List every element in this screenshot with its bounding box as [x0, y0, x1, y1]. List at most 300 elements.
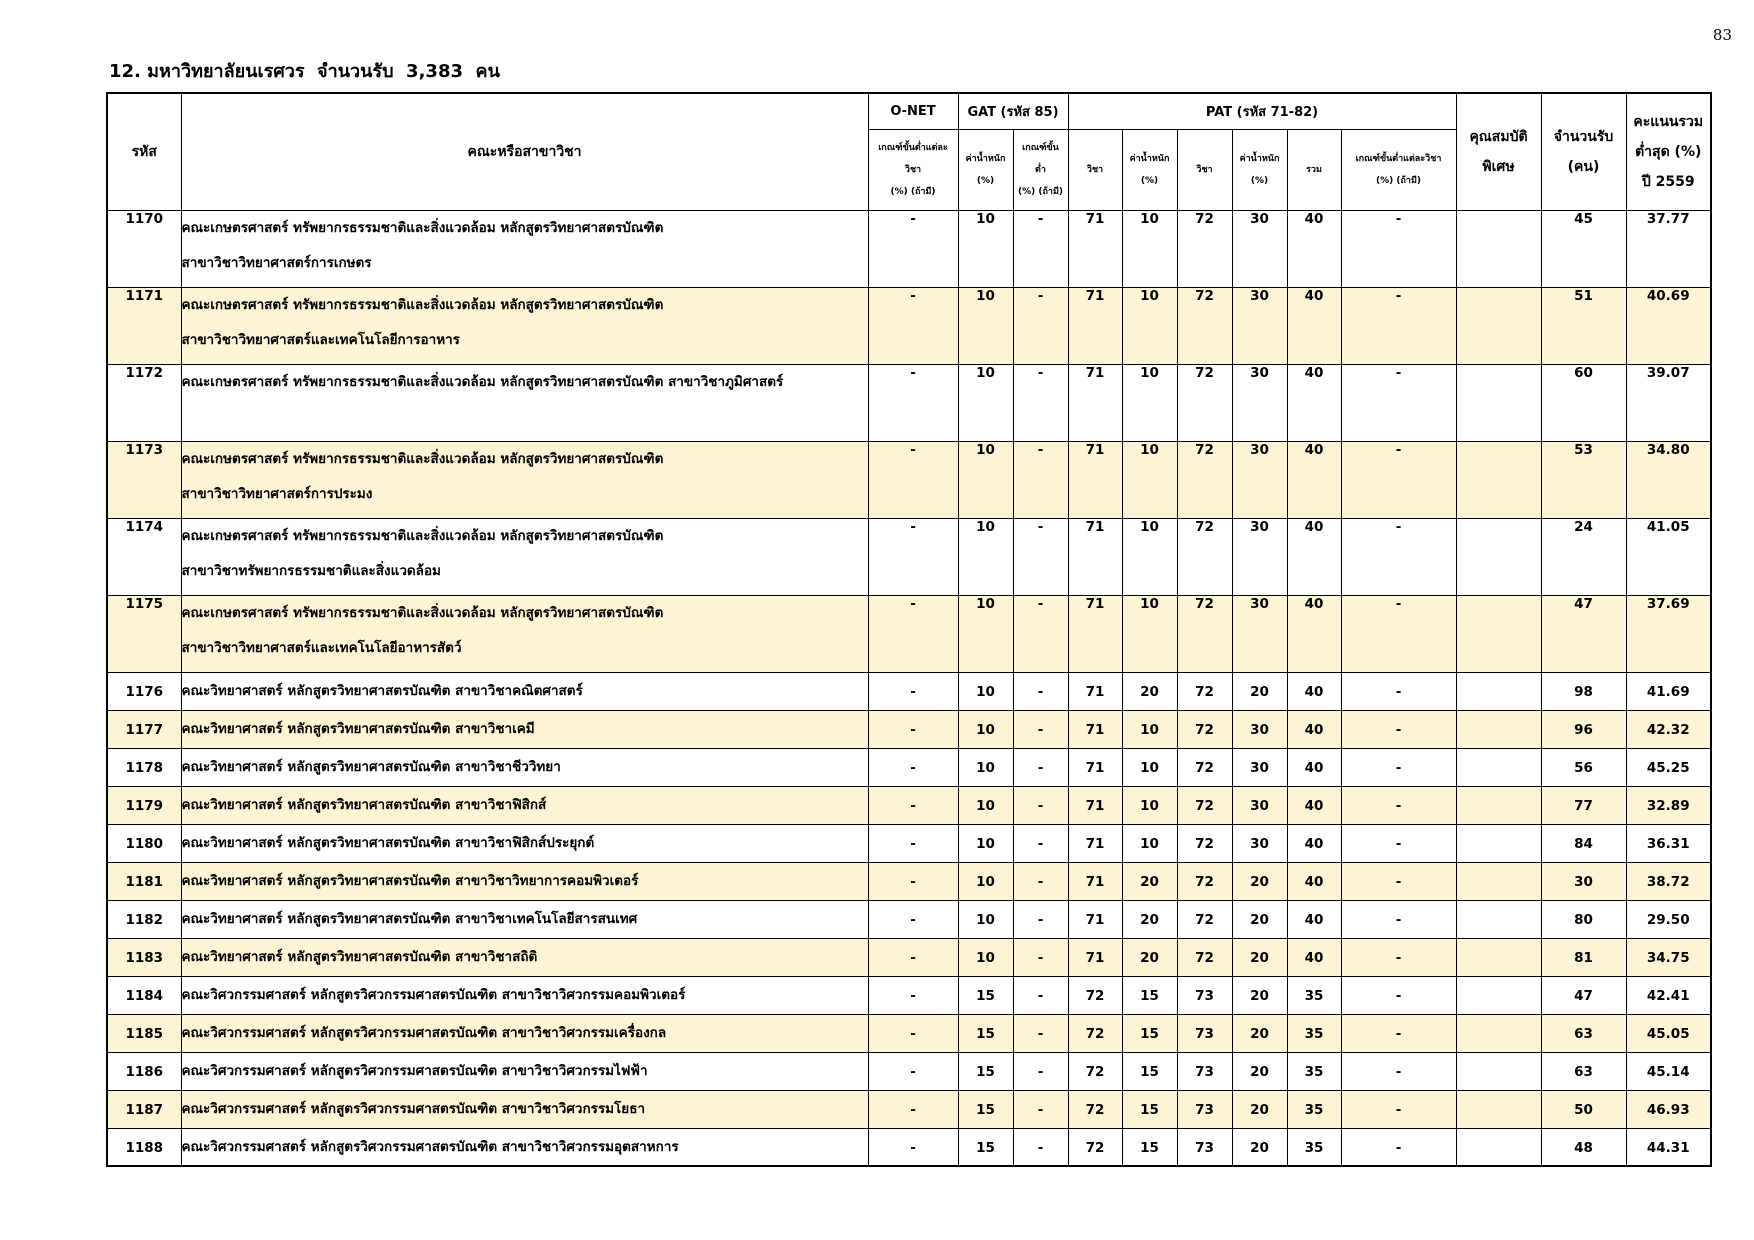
row-gat-min: - — [1013, 441, 1068, 518]
row-pat-weight-2: 20 — [1232, 900, 1287, 938]
row-pat-weight-1: 20 — [1122, 938, 1177, 976]
row-quota: 48 — [1541, 1128, 1626, 1166]
table-row — [107, 900, 1711, 938]
row-program: คณะวิทยาศาสตร์ หลักสูตรวิทยาศาสตรบัณฑิต สาขาวิชาฟิสิกส์ประยุกต์ — [181, 824, 868, 862]
row-special — [1456, 786, 1541, 824]
row-program: คณะวิทยาศาสตร์ หลักสูตรวิทยาศาสตรบัณฑิต สาขาวิชาวิทยาการคอมพิวเตอร์ — [181, 862, 868, 900]
row-pat-min: - — [1341, 938, 1456, 976]
row-pat-subject-2: 73 — [1177, 1090, 1232, 1128]
row-pat-total: 35 — [1287, 976, 1341, 1014]
row-pat-weight-2: 30 — [1232, 518, 1287, 595]
row-pat-min: - — [1341, 287, 1456, 364]
row-program-line1: คณะเกษตรศาสตร์ ทรัพยากรธรรมชาติและสิ่งแวดล้อม หลักสูตรวิทยาศาสตรบัณฑิต — [181, 296, 664, 313]
table-row — [107, 748, 1711, 786]
row-pat-total: 40 — [1287, 824, 1341, 862]
row-gat-weight: 10 — [958, 900, 1013, 938]
row-pat-subject-2: 72 — [1177, 862, 1232, 900]
row-gat-weight: 10 — [958, 748, 1013, 786]
row-gat-weight: 15 — [958, 1052, 1013, 1090]
row-program: คณะวิทยาศาสตร์ หลักสูตรวิทยาศาสตรบัณฑิต สาขาวิชาฟิสิกส์ — [181, 786, 868, 824]
row-quota: 63 — [1541, 1014, 1626, 1052]
row-pat-min: - — [1341, 748, 1456, 786]
row-pat-weight-2: 20 — [1232, 1090, 1287, 1128]
row-quota: 60 — [1541, 364, 1626, 441]
row-pat-weight-1: 15 — [1122, 1052, 1177, 1090]
row-special — [1456, 518, 1541, 595]
table-row — [107, 862, 1711, 900]
row-pat-subject-1: 71 — [1068, 595, 1122, 672]
header-pat-weight-2-line2: (%) — [1250, 175, 1269, 186]
row-special — [1456, 862, 1541, 900]
row-pat-weight-1: 20 — [1122, 862, 1177, 900]
row-code: 1184 — [107, 976, 181, 1014]
row-pat-subject-1: 72 — [1068, 976, 1122, 1014]
row-pat-total: 35 — [1287, 1090, 1341, 1128]
row-pat-total: 40 — [1287, 210, 1341, 287]
row-onet-min: - — [868, 862, 958, 900]
row-gat-min: - — [1013, 900, 1068, 938]
row-special — [1456, 287, 1541, 364]
row-pat-weight-2: 20 — [1232, 938, 1287, 976]
header-gat-min-line3: (%) (ถ้ามี) — [1017, 186, 1064, 197]
header-quota-line2: (คน) — [1567, 158, 1600, 175]
header-gat-min-line1: เกณฑ์ขั้น — [1022, 142, 1059, 153]
row-onet-min: - — [868, 900, 958, 938]
row-pat-subject-1: 72 — [1068, 1014, 1122, 1052]
row-min-score: 45.14 — [1626, 1052, 1711, 1090]
row-quota: 30 — [1541, 862, 1626, 900]
row-quota: 45 — [1541, 210, 1626, 287]
row-pat-min: - — [1341, 1090, 1456, 1128]
row-min-score: 41.69 — [1626, 672, 1711, 710]
table-row — [107, 441, 1711, 518]
row-pat-min: - — [1341, 976, 1456, 1014]
row-pat-min: - — [1341, 1128, 1456, 1166]
row-pat-subject-1: 71 — [1068, 441, 1122, 518]
row-code: 1185 — [107, 1014, 181, 1052]
row-quota: 84 — [1541, 824, 1626, 862]
header-min-score — [1626, 93, 1711, 210]
header-pat-min-line2: (%) (ถ้ามี) — [1375, 175, 1422, 186]
table-row — [107, 1014, 1711, 1052]
row-quota: 56 — [1541, 748, 1626, 786]
row-pat-subject-1: 71 — [1068, 210, 1122, 287]
row-pat-subject-2: 72 — [1177, 518, 1232, 595]
row-gat-weight: 15 — [958, 1090, 1013, 1128]
row-special — [1456, 672, 1541, 710]
row-onet-min: - — [868, 786, 958, 824]
row-pat-weight-1: 10 — [1122, 287, 1177, 364]
row-pat-total: 40 — [1287, 938, 1341, 976]
row-program: คณะวิทยาศาสตร์ หลักสูตรวิทยาศาสตรบัณฑิต สาขาวิชาชีววิทยา — [181, 748, 868, 786]
row-pat-weight-2: 20 — [1232, 1014, 1287, 1052]
row-pat-total: 40 — [1287, 595, 1341, 672]
row-pat-subject-2: 72 — [1177, 672, 1232, 710]
row-min-score: 32.89 — [1626, 786, 1711, 824]
header-pat-weight-1-line2: (%) — [1140, 175, 1159, 186]
row-pat-weight-1: 10 — [1122, 824, 1177, 862]
row-pat-min: - — [1341, 518, 1456, 595]
row-pat-subject-2: 72 — [1177, 824, 1232, 862]
row-gat-weight: 10 — [958, 824, 1013, 862]
row-gat-min: - — [1013, 862, 1068, 900]
row-code: 1174 — [107, 518, 181, 595]
row-gat-weight: 10 — [958, 441, 1013, 518]
row-min-score: 46.93 — [1626, 1090, 1711, 1128]
row-pat-weight-2: 30 — [1232, 710, 1287, 748]
header-onet-min — [868, 129, 958, 210]
row-gat-min: - — [1013, 938, 1068, 976]
row-pat-subject-1: 72 — [1068, 1128, 1122, 1166]
row-min-score: 34.80 — [1626, 441, 1711, 518]
row-special — [1456, 900, 1541, 938]
row-pat-total: 40 — [1287, 786, 1341, 824]
row-code: 1176 — [107, 672, 181, 710]
row-onet-min: - — [868, 595, 958, 672]
row-gat-weight: 10 — [958, 786, 1013, 824]
table-row — [107, 938, 1711, 976]
row-pat-weight-1: 15 — [1122, 1128, 1177, 1166]
row-program: คณะวิทยาศาสตร์ หลักสูตรวิทยาศาสตรบัณฑิต สาขาวิชาคณิตศาสตร์ — [181, 672, 868, 710]
row-pat-subject-1: 72 — [1068, 1090, 1122, 1128]
header-onet-min-line1: เกณฑ์ขั้นต่ำแต่ละ — [878, 142, 948, 153]
row-pat-subject-1: 71 — [1068, 900, 1122, 938]
row-special — [1456, 364, 1541, 441]
row-pat-min: - — [1341, 595, 1456, 672]
row-gat-min: - — [1013, 824, 1068, 862]
header-min-score-line1: คะแนนรวม — [1633, 113, 1704, 130]
header-onet: O-NET — [868, 93, 958, 129]
row-onet-min: - — [868, 1052, 958, 1090]
row-quota: 47 — [1541, 976, 1626, 1014]
row-program: คณะวิศวกรรมศาสตร์ หลักสูตรวิศวกรรมศาสตรบัณฑิต สาขาวิชาวิศวกรรมคอมพิวเตอร์ — [181, 976, 868, 1014]
header-quota — [1541, 93, 1626, 210]
row-pat-subject-1: 71 — [1068, 824, 1122, 862]
row-program: คณะวิศวกรรมศาสตร์ หลักสูตรวิศวกรรมศาสตรบัณฑิต สาขาวิชาวิศวกรรมไฟฟ้า — [181, 1052, 868, 1090]
row-program — [181, 364, 868, 441]
row-special — [1456, 748, 1541, 786]
row-pat-subject-2: 73 — [1177, 1052, 1232, 1090]
row-quota: 51 — [1541, 287, 1626, 364]
row-min-score: 45.05 — [1626, 1014, 1711, 1052]
row-special — [1456, 976, 1541, 1014]
row-gat-min: - — [1013, 786, 1068, 824]
row-program-line2: สาขาวิชาทรัพยากรธรรมชาติและสิ่งแวดล้อม — [181, 562, 441, 579]
row-code: 1171 — [107, 287, 181, 364]
row-gat-weight: 10 — [958, 518, 1013, 595]
row-program-line1: คณะเกษตรศาสตร์ ทรัพยากรธรรมชาติและสิ่งแวดล้อม หลักสูตรวิทยาศาสตรบัณฑิต — [181, 604, 664, 621]
row-pat-weight-2: 30 — [1232, 287, 1287, 364]
row-onet-min: - — [868, 1090, 958, 1128]
row-onet-min: - — [868, 210, 958, 287]
row-pat-subject-1: 71 — [1068, 672, 1122, 710]
row-special — [1456, 1014, 1541, 1052]
row-code: 1172 — [107, 364, 181, 441]
row-onet-min: - — [868, 441, 958, 518]
header-pat-subject-2: วิชา — [1177, 129, 1232, 210]
row-gat-min: - — [1013, 1128, 1068, 1166]
header-quota-line1: จำนวนรับ — [1553, 128, 1614, 145]
row-program — [181, 441, 868, 518]
header-special-line2: พิเศษ — [1482, 158, 1515, 175]
row-program-line2: สาขาวิชาวิทยาศาสตร์การประมง — [181, 485, 373, 502]
row-program — [181, 595, 868, 672]
row-pat-weight-1: 10 — [1122, 595, 1177, 672]
row-pat-min: - — [1341, 710, 1456, 748]
header-min-score-line3: ปี 2559 — [1641, 173, 1695, 190]
row-pat-subject-2: 72 — [1177, 710, 1232, 748]
row-pat-subject-2: 73 — [1177, 976, 1232, 1014]
row-pat-subject-2: 72 — [1177, 595, 1232, 672]
row-pat-min: - — [1341, 1014, 1456, 1052]
row-pat-weight-2: 30 — [1232, 364, 1287, 441]
row-special — [1456, 210, 1541, 287]
row-min-score: 29.50 — [1626, 900, 1711, 938]
table-row — [107, 364, 1711, 441]
row-pat-weight-1: 10 — [1122, 441, 1177, 518]
row-program-line1: คณะเกษตรศาสตร์ ทรัพยากรธรรมชาติและสิ่งแวดล้อม หลักสูตรวิทยาศาสตรบัณฑิต — [181, 527, 664, 544]
row-onet-min: - — [868, 748, 958, 786]
row-onet-min: - — [868, 938, 958, 976]
table-row — [107, 672, 1711, 710]
row-gat-min: - — [1013, 976, 1068, 1014]
row-pat-subject-1: 71 — [1068, 938, 1122, 976]
row-quota: 98 — [1541, 672, 1626, 710]
header-special-line1: คุณสมบัติ — [1469, 128, 1528, 145]
row-gat-weight: 10 — [958, 862, 1013, 900]
row-pat-weight-1: 20 — [1122, 672, 1177, 710]
row-onet-min: - — [868, 1014, 958, 1052]
row-pat-subject-2: 72 — [1177, 900, 1232, 938]
row-pat-min: - — [1341, 900, 1456, 938]
row-special — [1456, 441, 1541, 518]
row-pat-weight-2: 20 — [1232, 976, 1287, 1014]
page-title: 12. มหาวิทยาลัยนเรศวร จำนวนรับ 3,383 คน — [109, 61, 500, 82]
row-gat-weight: 10 — [958, 210, 1013, 287]
row-min-score: 38.72 — [1626, 862, 1711, 900]
row-gat-min: - — [1013, 595, 1068, 672]
header-pat-min-line1: เกณฑ์ขั้นต่ำแต่ละวิชา — [1355, 153, 1442, 164]
row-pat-weight-1: 10 — [1122, 210, 1177, 287]
row-program: คณะวิศวกรรมศาสตร์ หลักสูตรวิศวกรรมศาสตรบัณฑิต สาขาวิชาวิศวกรรมโยธา — [181, 1090, 868, 1128]
row-pat-subject-1: 71 — [1068, 364, 1122, 441]
row-pat-subject-1: 71 — [1068, 518, 1122, 595]
row-quota: 50 — [1541, 1090, 1626, 1128]
row-special — [1456, 710, 1541, 748]
row-gat-min: - — [1013, 518, 1068, 595]
row-quota: 77 — [1541, 786, 1626, 824]
row-pat-subject-2: 72 — [1177, 210, 1232, 287]
table-row — [107, 1128, 1711, 1166]
row-pat-subject-2: 72 — [1177, 938, 1232, 976]
table-body — [107, 210, 1711, 1166]
header-row-groups — [107, 93, 1711, 129]
row-program-line2: สาขาวิชาวิทยาศาสตร์และเทคโนโลยีการอาหาร — [181, 331, 460, 348]
row-gat-weight: 10 — [958, 938, 1013, 976]
row-pat-total: 40 — [1287, 287, 1341, 364]
row-pat-weight-1: 10 — [1122, 786, 1177, 824]
header-gat-min — [1013, 129, 1068, 210]
row-pat-total: 40 — [1287, 748, 1341, 786]
row-pat-min: - — [1341, 862, 1456, 900]
row-pat-weight-1: 10 — [1122, 748, 1177, 786]
row-pat-subject-2: 72 — [1177, 364, 1232, 441]
row-pat-weight-1: 15 — [1122, 1014, 1177, 1052]
row-min-score: 42.41 — [1626, 976, 1711, 1014]
row-gat-weight: 15 — [958, 1014, 1013, 1052]
row-quota: 24 — [1541, 518, 1626, 595]
row-pat-weight-2: 30 — [1232, 441, 1287, 518]
row-pat-subject-1: 71 — [1068, 862, 1122, 900]
row-pat-weight-2: 30 — [1232, 824, 1287, 862]
row-pat-weight-2: 30 — [1232, 595, 1287, 672]
row-pat-subject-2: 73 — [1177, 1014, 1232, 1052]
table-row — [107, 210, 1711, 287]
row-gat-weight: 10 — [958, 710, 1013, 748]
row-onet-min: - — [868, 976, 958, 1014]
header-onet-min-line2: วิชา — [904, 164, 922, 175]
row-code: 1170 — [107, 210, 181, 287]
header-gat-weight-line2: (%) — [976, 175, 995, 186]
row-onet-min: - — [868, 824, 958, 862]
header-pat-total: รวม — [1287, 129, 1341, 210]
row-code: 1183 — [107, 938, 181, 976]
row-pat-subject-2: 72 — [1177, 786, 1232, 824]
row-pat-weight-2: 30 — [1232, 210, 1287, 287]
row-pat-total: 40 — [1287, 862, 1341, 900]
header-pat-weight-2-line1: ค่าน้ำหนัก — [1239, 153, 1280, 164]
row-pat-weight-1: 10 — [1122, 364, 1177, 441]
row-gat-weight: 10 — [958, 672, 1013, 710]
table-row — [107, 710, 1711, 748]
table-row — [107, 595, 1711, 672]
row-special — [1456, 595, 1541, 672]
header-min-score-line2: ต่ำสุด (%) — [1635, 143, 1702, 160]
row-pat-subject-1: 71 — [1068, 748, 1122, 786]
row-pat-min: - — [1341, 210, 1456, 287]
row-gat-weight: 15 — [958, 1128, 1013, 1166]
row-code: 1188 — [107, 1128, 181, 1166]
row-special — [1456, 938, 1541, 976]
row-pat-weight-2: 20 — [1232, 862, 1287, 900]
row-pat-total: 40 — [1287, 364, 1341, 441]
table-row — [107, 287, 1711, 364]
row-gat-weight: 10 — [958, 287, 1013, 364]
row-special — [1456, 1128, 1541, 1166]
row-pat-weight-1: 10 — [1122, 518, 1177, 595]
row-pat-total: 40 — [1287, 900, 1341, 938]
header-onet-min-line3: (%) (ถ้ามี) — [890, 186, 936, 197]
row-min-score: 36.31 — [1626, 824, 1711, 862]
row-program-line1: คณะเกษตรศาสตร์ ทรัพยากรธรรมชาติและสิ่งแวดล้อม หลักสูตรวิทยาศาสตรบัณฑิต — [181, 219, 664, 236]
row-code: 1173 — [107, 441, 181, 518]
row-quota: 80 — [1541, 900, 1626, 938]
row-pat-min: - — [1341, 441, 1456, 518]
row-program: คณะวิศวกรรมศาสตร์ หลักสูตรวิศวกรรมศาสตรบัณฑิต สาขาวิชาวิศวกรรมอุตสาหการ — [181, 1128, 868, 1166]
row-pat-min: - — [1341, 1052, 1456, 1090]
row-pat-subject-1: 71 — [1068, 710, 1122, 748]
row-code: 1180 — [107, 824, 181, 862]
row-pat-weight-1: 15 — [1122, 976, 1177, 1014]
row-program: คณะวิทยาศาสตร์ หลักสูตรวิทยาศาสตรบัณฑิต สาขาวิชาเคมี — [181, 710, 868, 748]
row-onet-min: - — [868, 287, 958, 364]
row-pat-weight-1: 20 — [1122, 900, 1177, 938]
row-pat-min: - — [1341, 824, 1456, 862]
row-code: 1181 — [107, 862, 181, 900]
row-program-line1: คณะเกษตรศาสตร์ ทรัพยากรธรรมชาติและสิ่งแวดล้อม หลักสูตรวิทยาศาสตรบัณฑิต สาขาวิชาภูมิศาสตร์ — [181, 373, 784, 390]
header-pat-subject-1: วิชา — [1068, 129, 1122, 210]
row-code: 1187 — [107, 1090, 181, 1128]
row-gat-min: - — [1013, 1014, 1068, 1052]
row-pat-total: 40 — [1287, 672, 1341, 710]
row-code: 1182 — [107, 900, 181, 938]
row-pat-subject-1: 72 — [1068, 1052, 1122, 1090]
row-onet-min: - — [868, 672, 958, 710]
row-min-score: 34.75 — [1626, 938, 1711, 976]
row-pat-weight-2: 20 — [1232, 1052, 1287, 1090]
row-onet-min: - — [868, 1128, 958, 1166]
row-gat-weight: 10 — [958, 364, 1013, 441]
row-gat-min: - — [1013, 210, 1068, 287]
header-pat-weight-1-line1: ค่าน้ำหนัก — [1129, 153, 1170, 164]
row-gat-min: - — [1013, 1052, 1068, 1090]
row-pat-weight-2: 20 — [1232, 672, 1287, 710]
row-code: 1186 — [107, 1052, 181, 1090]
row-gat-min: - — [1013, 364, 1068, 441]
row-program — [181, 210, 868, 287]
row-pat-subject-2: 73 — [1177, 1128, 1232, 1166]
header-pat-min — [1341, 129, 1456, 210]
table-row — [107, 1052, 1711, 1090]
row-pat-total: 40 — [1287, 710, 1341, 748]
row-pat-subject-2: 72 — [1177, 441, 1232, 518]
page-number: 83 — [1712, 26, 1732, 44]
row-min-score: 44.31 — [1626, 1128, 1711, 1166]
row-program: คณะวิศวกรรมศาสตร์ หลักสูตรวิศวกรรมศาสตรบัณฑิต สาขาวิชาวิศวกรรมเครื่องกล — [181, 1014, 868, 1052]
header-pat-weight-2 — [1232, 129, 1287, 210]
row-min-score: 37.77 — [1626, 210, 1711, 287]
header-code: รหัส — [107, 93, 181, 210]
table-row — [107, 824, 1711, 862]
row-gat-min: - — [1013, 287, 1068, 364]
row-gat-weight: 10 — [958, 595, 1013, 672]
table-row — [107, 1090, 1711, 1128]
row-pat-total: 35 — [1287, 1014, 1341, 1052]
row-gat-min: - — [1013, 672, 1068, 710]
admission-table — [106, 92, 1712, 1167]
row-special — [1456, 824, 1541, 862]
row-program-line2: สาขาวิชาวิทยาศาสตร์และเทคโนโลยีอาหารสัตว์ — [181, 639, 462, 656]
row-pat-total: 35 — [1287, 1128, 1341, 1166]
row-pat-weight-1: 15 — [1122, 1090, 1177, 1128]
row-quota: 63 — [1541, 1052, 1626, 1090]
row-quota: 47 — [1541, 595, 1626, 672]
row-code: 1178 — [107, 748, 181, 786]
row-special — [1456, 1052, 1541, 1090]
row-program — [181, 518, 868, 595]
row-pat-subject-2: 72 — [1177, 287, 1232, 364]
row-code: 1179 — [107, 786, 181, 824]
row-onet-min: - — [868, 710, 958, 748]
header-gat: GAT (รหัส 85) — [958, 93, 1068, 129]
row-pat-subject-1: 71 — [1068, 287, 1122, 364]
row-min-score: 45.25 — [1626, 748, 1711, 786]
row-program-line2: สาขาวิชาวิทยาศาสตร์การเกษตร — [181, 254, 372, 271]
row-program: คณะวิทยาศาสตร์ หลักสูตรวิทยาศาสตรบัณฑิต สาขาวิชาเทคโนโลยีสารสนเทศ — [181, 900, 868, 938]
row-min-score: 39.07 — [1626, 364, 1711, 441]
row-pat-min: - — [1341, 786, 1456, 824]
row-min-score: 42.32 — [1626, 710, 1711, 748]
